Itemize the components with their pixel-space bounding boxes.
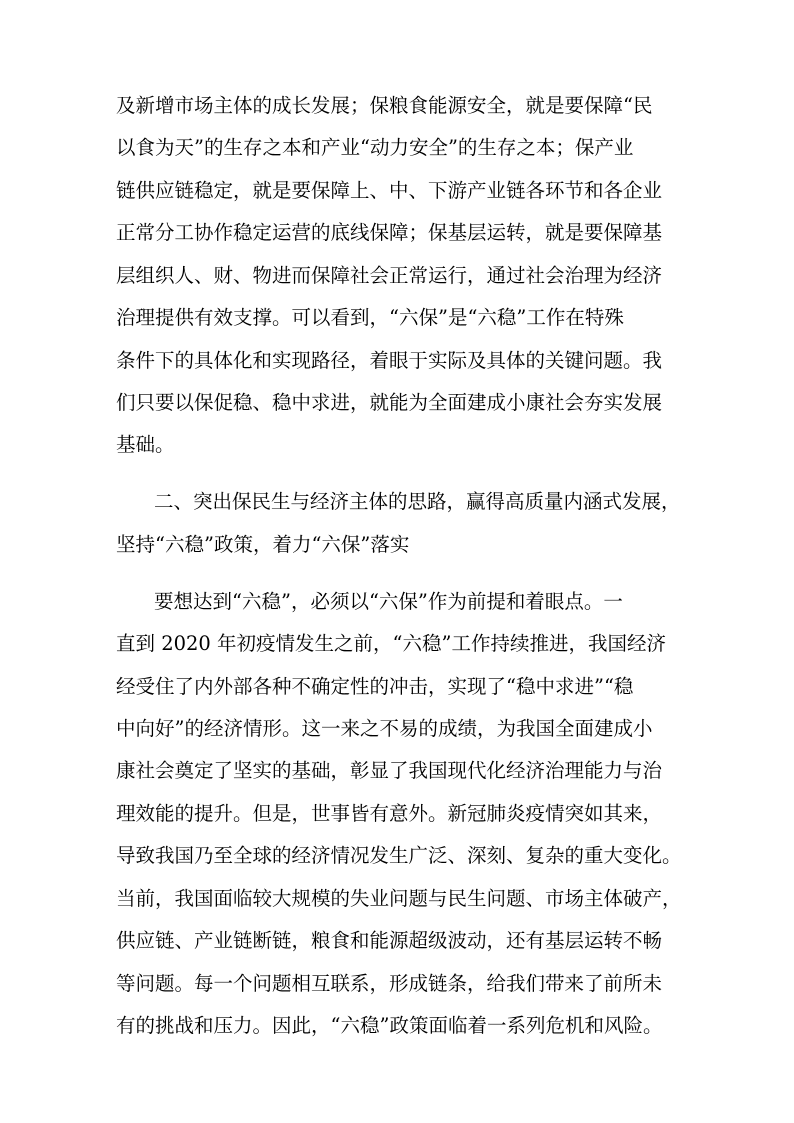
section-heading-line: 坚持“六稳”政策，着力“六保”落实	[116, 533, 410, 556]
body-text-line: 等问题。每一个问题相互联系，形成链条，给我们带来了前所未	[116, 972, 663, 995]
body-text-line: 链供应链稳定，就是要保障上、中、下游产业链各环节和各企业	[116, 179, 663, 202]
body-text-line: 及新增市场主体的成长发展；保粮食能源安全，就是要保障“民	[116, 94, 653, 117]
section-heading-line: 二、突出保民生与经济主体的思路，赢得高质量内涵式发展，	[154, 490, 681, 513]
body-text-line: 经受住了内外部各种不确定性的冲击，实现了“稳中求进”“稳	[116, 675, 634, 698]
body-text-line: 中向好”的经济情形。这一来之不易的成绩，为我国全面建成小	[116, 717, 653, 740]
body-text-line: 层组织人、财、物进而保障社会正常运行，通过社会治理为经济	[116, 264, 663, 287]
body-text-line: 基础。	[116, 433, 175, 456]
body-text-line: 治理提供有效支撑。可以看到，“六保”是“六稳”工作在特殊	[116, 306, 624, 329]
body-text-line: 理效能的提升。但是，世事皆有意外。新冠肺炎疫情突如其来，	[116, 802, 663, 825]
body-text-line: 以食为天”的生存之本和产业“动力安全”的生存之本；保产业	[116, 136, 634, 159]
body-text-line: 要想达到“六稳”，必须以“六保”作为前提和着眼点。一	[154, 590, 623, 613]
body-text-line: 直到 2020 年初疫情发生之前，“六稳”工作持续推进，我国经济	[116, 632, 666, 655]
body-text-line: 供应链、产业链断链，粮食和能源超级波动，还有基层运转不畅	[116, 929, 663, 952]
body-text-line: 导致我国乃至全球的经济情况发生广泛、深刻、复杂的重大变化。	[116, 844, 682, 867]
body-text-line: 们只要以保促稳、稳中求进，就能为全面建成小康社会夯实发展	[116, 391, 663, 414]
body-text-line: 条件下的具体化和实现路径，着眼于实际及具体的关键问题。我	[116, 349, 663, 372]
body-text-line: 正常分工协作稳定运营的底线保障；保基层运转，就是要保障基	[116, 221, 663, 244]
body-text-line: 康社会奠定了坚实的基础，彰显了我国现代化经济治理能力与治	[116, 759, 663, 782]
body-text-line: 当前，我国面临较大规模的失业问题与民生问题、市场主体破产，	[116, 887, 682, 910]
body-text-line: 有的挑战和压力。因此，“六稳”政策面临着一系列危机和风险。	[116, 1014, 663, 1037]
